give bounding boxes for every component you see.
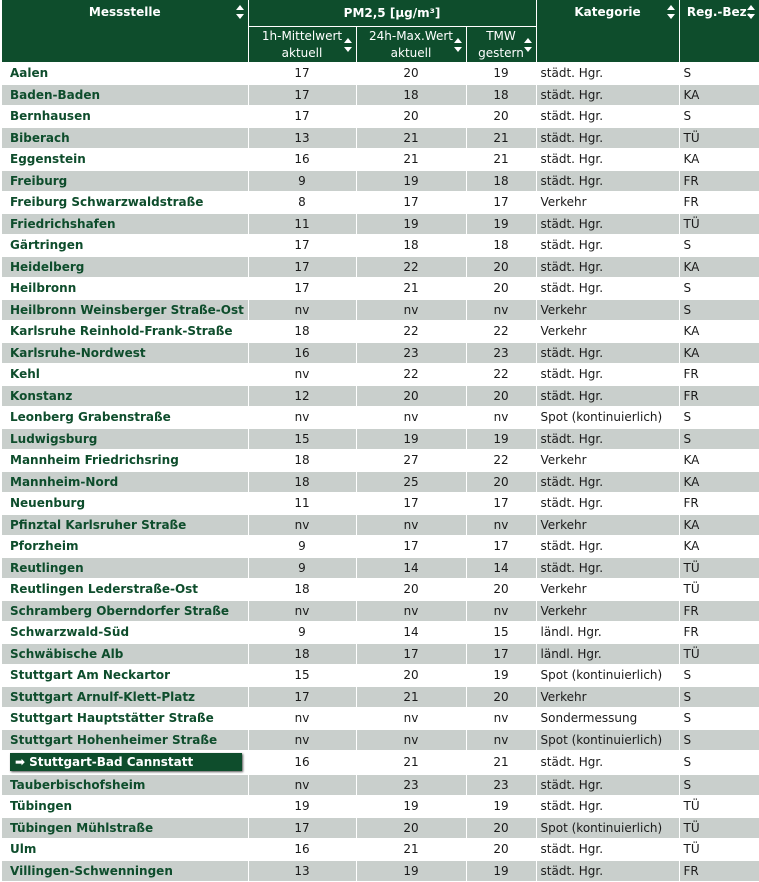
value-24h-max: 17 (356, 536, 466, 558)
table-row (2, 106, 759, 128)
value-tmw: 19 (466, 796, 536, 818)
table-row (2, 557, 759, 579)
table-row (2, 579, 759, 601)
value-24h-max: 18 (356, 84, 466, 106)
table-row (2, 149, 759, 171)
region: TÜ (679, 579, 759, 601)
region: S (679, 708, 759, 730)
station-name[interactable]: Schramberg Oberndorfer Straße (2, 600, 248, 622)
station-name[interactable]: Leonberg Grabenstraße (2, 407, 248, 429)
table-row (2, 299, 759, 321)
value-24h-max: 17 (356, 493, 466, 515)
table-row (2, 84, 759, 106)
value-24h-max: 22 (356, 256, 466, 278)
table-row (2, 364, 759, 386)
table-row (2, 514, 759, 536)
sort-icon[interactable] (236, 5, 244, 19)
value-1h: 18 (248, 579, 356, 601)
value-1h: nv (248, 514, 356, 536)
station-name[interactable]: Pfinztal Karlsruher Straße (2, 514, 248, 536)
station-name[interactable]: Aalen (2, 63, 248, 85)
station-name[interactable]: Karlsruhe-Nordwest (2, 342, 248, 364)
value-24h-max: 19 (356, 796, 466, 818)
region: S (679, 665, 759, 687)
station-name[interactable]: Schwäbische Alb (2, 643, 248, 665)
station-name[interactable]: Villingen-Schwenningen (2, 860, 248, 882)
region: TÜ (679, 796, 759, 818)
value-24h-max: 14 (356, 622, 466, 644)
value-1h: 11 (248, 493, 356, 515)
region: S (679, 278, 759, 300)
value-24h-max: 21 (356, 278, 466, 300)
category: städt. Hgr. (536, 860, 679, 882)
category: städt. Hgr. (536, 751, 679, 775)
station-name[interactable]: Schwarzwald-Süd (2, 622, 248, 644)
table-row (2, 213, 759, 235)
value-24h-max: 23 (356, 342, 466, 364)
value-24h-max: 20 (356, 385, 466, 407)
table-row (2, 342, 759, 364)
category: städt. Hgr. (536, 342, 679, 364)
region: TÜ (679, 817, 759, 839)
category: Sondermessung (536, 708, 679, 730)
value-1h: 17 (248, 84, 356, 106)
table-row (2, 665, 759, 687)
region: KA (679, 321, 759, 343)
value-tmw: nv (466, 729, 536, 751)
value-24h-max: 25 (356, 471, 466, 493)
table-row (2, 450, 759, 472)
value-24h-max: 19 (356, 428, 466, 450)
region: KA (679, 342, 759, 364)
station-name[interactable]: Mannheim Friedrichsring (2, 450, 248, 472)
value-24h-max: 23 (356, 774, 466, 796)
value-24h-max: 21 (356, 149, 466, 171)
category: Verkehr (536, 686, 679, 708)
category: Spot (kontinuierlich) (536, 729, 679, 751)
value-24h-max: nv (356, 729, 466, 751)
station-name[interactable]: Gärtringen (2, 235, 248, 257)
value-24h-max: nv (356, 407, 466, 429)
value-tmw: 23 (466, 774, 536, 796)
value-tmw: 22 (466, 450, 536, 472)
category: städt. Hgr. (536, 428, 679, 450)
value-24h-max: nv (356, 708, 466, 730)
value-24h-max: 19 (356, 860, 466, 882)
region: KA (679, 149, 759, 171)
value-24h-max: 19 (356, 213, 466, 235)
value-24h-max: 17 (356, 643, 466, 665)
sort-icon[interactable] (344, 38, 352, 52)
station-name[interactable]: Tübingen Mühlstraße (2, 817, 248, 839)
category: städt. Hgr. (536, 256, 679, 278)
value-1h: 16 (248, 751, 356, 775)
value-tmw: 20 (466, 686, 536, 708)
value-tmw: 21 (466, 751, 536, 775)
sort-icon[interactable] (524, 38, 532, 52)
category: ländl. Hgr. (536, 622, 679, 644)
table-row (2, 256, 759, 278)
value-tmw: 17 (466, 493, 536, 515)
value-1h: 18 (248, 321, 356, 343)
value-24h-max: 17 (356, 192, 466, 214)
value-tmw: 15 (466, 622, 536, 644)
category: städt. Hgr. (536, 63, 679, 85)
station-name[interactable]: Pforzheim (2, 536, 248, 558)
value-1h: 17 (248, 63, 356, 85)
region: KA (679, 471, 759, 493)
table-row (2, 686, 759, 708)
selected-station[interactable] (10, 753, 242, 771)
region: S (679, 774, 759, 796)
value-tmw: 18 (466, 84, 536, 106)
value-1h: 15 (248, 428, 356, 450)
value-1h: 17 (248, 686, 356, 708)
region: S (679, 299, 759, 321)
header-regbez[interactable]: Reg.-Bez. (679, 0, 759, 63)
table-row (2, 321, 759, 343)
station-name[interactable]: Reutlingen Lederstraße-Ost (2, 579, 248, 601)
value-24h-max: 21 (356, 839, 466, 861)
value-24h-max: 20 (356, 106, 466, 128)
value-1h: 15 (248, 665, 356, 687)
category: städt. Hgr. (536, 106, 679, 128)
region: S (679, 407, 759, 429)
table-row (2, 774, 759, 796)
station-name[interactable]: Tauberbischofsheim (2, 774, 248, 796)
value-tmw: 18 (466, 170, 536, 192)
table-body (2, 63, 759, 882)
category: städt. Hgr. (536, 493, 679, 515)
station-name[interactable]: Bernhausen (2, 106, 248, 128)
table-row (2, 796, 759, 818)
value-1h: nv (248, 299, 356, 321)
table-row (2, 493, 759, 515)
category: ländl. Hgr. (536, 643, 679, 665)
value-1h: 17 (248, 278, 356, 300)
value-1h: 9 (248, 622, 356, 644)
value-24h-max: 19 (356, 170, 466, 192)
value-1h: 18 (248, 471, 356, 493)
station-name[interactable]: Heidelberg (2, 256, 248, 278)
value-tmw: 20 (466, 106, 536, 128)
table-row (2, 600, 759, 622)
value-24h-max: 18 (356, 235, 466, 257)
value-tmw: 19 (466, 63, 536, 85)
category: Verkehr (536, 192, 679, 214)
region: KA (679, 256, 759, 278)
value-tmw: 17 (466, 643, 536, 665)
table-row (2, 751, 759, 775)
station-name[interactable]: Biberach (2, 127, 248, 149)
category: städt. Hgr. (536, 385, 679, 407)
value-tmw: nv (466, 514, 536, 536)
value-tmw: 20 (466, 471, 536, 493)
value-24h-max: 21 (356, 686, 466, 708)
value-24h-max: 20 (356, 817, 466, 839)
value-tmw: 19 (466, 860, 536, 882)
header-pm-group: PM2,5 [µg/m³] (248, 0, 536, 27)
value-tmw: 17 (466, 536, 536, 558)
value-1h: nv (248, 407, 356, 429)
value-1h: 11 (248, 213, 356, 235)
region: FR (679, 600, 759, 622)
region: TÜ (679, 127, 759, 149)
table-row (2, 817, 759, 839)
value-tmw: 17 (466, 192, 536, 214)
value-1h: nv (248, 729, 356, 751)
value-1h: 17 (248, 106, 356, 128)
value-24h-max: 27 (356, 450, 466, 472)
value-24h-max: 22 (356, 364, 466, 386)
category: städt. Hgr. (536, 796, 679, 818)
value-tmw: 20 (466, 385, 536, 407)
category: städt. Hgr. (536, 170, 679, 192)
region: FR (679, 192, 759, 214)
value-24h-max: 20 (356, 579, 466, 601)
value-tmw: 19 (466, 213, 536, 235)
category: Verkehr (536, 600, 679, 622)
value-tmw: nv (466, 299, 536, 321)
table-row (2, 170, 759, 192)
value-1h: nv (248, 774, 356, 796)
value-tmw: nv (466, 600, 536, 622)
value-1h: 9 (248, 557, 356, 579)
table-row (2, 860, 759, 882)
value-tmw: 20 (466, 817, 536, 839)
table-row (2, 192, 759, 214)
value-1h: nv (248, 364, 356, 386)
region: S (679, 428, 759, 450)
value-1h: nv (248, 708, 356, 730)
station-name[interactable]: Karlsruhe Reinhold-Frank-Straße (2, 321, 248, 343)
category: Verkehr (536, 299, 679, 321)
value-1h: nv (248, 600, 356, 622)
region: FR (679, 170, 759, 192)
region: S (679, 686, 759, 708)
category: städt. Hgr. (536, 278, 679, 300)
table-row (2, 839, 759, 861)
station-name[interactable]: Stuttgart Am Neckartor (2, 665, 248, 687)
value-tmw: 18 (466, 235, 536, 257)
value-tmw: 20 (466, 579, 536, 601)
value-1h: 18 (248, 450, 356, 472)
header-messstelle[interactable]: Messstelle (2, 0, 248, 63)
value-tmw: 20 (466, 256, 536, 278)
value-tmw: 23 (466, 342, 536, 364)
station-name[interactable]: Stuttgart Hauptstätter Straße (2, 708, 248, 730)
value-tmw: 19 (466, 665, 536, 687)
value-tmw: 21 (466, 149, 536, 171)
header-tmw-gestern[interactable]: TMW gestern (466, 27, 536, 63)
value-tmw: 22 (466, 364, 536, 386)
category: städt. Hgr. (536, 235, 679, 257)
value-24h-max: nv (356, 600, 466, 622)
station-name[interactable]: Ulm (2, 839, 248, 861)
region: FR (679, 385, 759, 407)
table-row (2, 428, 759, 450)
value-24h-max: nv (356, 514, 466, 536)
region: KA (679, 450, 759, 472)
station-name[interactable]: Eggenstein (2, 149, 248, 171)
value-1h: 17 (248, 235, 356, 257)
value-24h-max: 20 (356, 63, 466, 85)
region: KA (679, 84, 759, 106)
table-row (2, 643, 759, 665)
region: FR (679, 364, 759, 386)
value-1h: 17 (248, 256, 356, 278)
value-1h: 16 (248, 839, 356, 861)
sort-icon[interactable] (667, 5, 675, 19)
station-name[interactable]: Stuttgart Hohenheimer Straße (2, 729, 248, 751)
value-tmw: 14 (466, 557, 536, 579)
station-name[interactable]: Heilbronn (2, 278, 248, 300)
category: städt. Hgr. (536, 364, 679, 386)
value-tmw: 20 (466, 278, 536, 300)
value-1h: 8 (248, 192, 356, 214)
value-1h: 13 (248, 860, 356, 882)
category: städt. Hgr. (536, 213, 679, 235)
region: S (679, 751, 759, 775)
station-name[interactable]: Kehl (2, 364, 248, 386)
region: KA (679, 536, 759, 558)
station-name[interactable]: Freiburg Schwarzwaldstraße (2, 192, 248, 214)
region: S (679, 106, 759, 128)
region: TÜ (679, 839, 759, 861)
value-1h: 12 (248, 385, 356, 407)
table-row (2, 235, 759, 257)
sort-icon[interactable] (747, 5, 755, 19)
station-name[interactable]: Konstanz (2, 385, 248, 407)
category: städt. Hgr. (536, 127, 679, 149)
region: S (679, 63, 759, 85)
station-name[interactable] (2, 751, 248, 775)
station-name[interactable]: Stuttgart Arnulf-Klett-Platz (2, 686, 248, 708)
value-24h-max: 22 (356, 321, 466, 343)
arrow-right-icon: ➡ (15, 755, 26, 770)
value-24h-max: nv (356, 299, 466, 321)
region: TÜ (679, 213, 759, 235)
region: FR (679, 860, 759, 882)
header-1h-mittelwert[interactable]: 1h-Mittelwert aktuell (248, 27, 356, 63)
table-row (2, 536, 759, 558)
table-row (2, 708, 759, 730)
station-name-label: Stuttgart-Bad Cannstatt (29, 755, 194, 770)
table-row (2, 407, 759, 429)
region: S (679, 235, 759, 257)
sort-icon[interactable] (454, 38, 462, 52)
table-row (2, 278, 759, 300)
value-tmw: 19 (466, 428, 536, 450)
value-1h: 13 (248, 127, 356, 149)
value-tmw: nv (466, 407, 536, 429)
region: S (679, 729, 759, 751)
category: Verkehr (536, 514, 679, 536)
category: städt. Hgr. (536, 84, 679, 106)
value-1h: 16 (248, 149, 356, 171)
category: städt. Hgr. (536, 471, 679, 493)
header-24h-max[interactable]: 24h-Max.Wert aktuell (356, 27, 466, 63)
station-name[interactable]: Neuenburg (2, 493, 248, 515)
value-tmw: 21 (466, 127, 536, 149)
value-24h-max: 20 (356, 665, 466, 687)
table-row (2, 63, 759, 85)
category: Verkehr (536, 450, 679, 472)
value-24h-max: 21 (356, 127, 466, 149)
value-1h: 9 (248, 536, 356, 558)
table-row (2, 471, 759, 493)
pm25-table (2, 0, 759, 882)
category: städt. Hgr. (536, 149, 679, 171)
station-name[interactable]: Ludwigsburg (2, 428, 248, 450)
category: Spot (kontinuierlich) (536, 407, 679, 429)
region: FR (679, 622, 759, 644)
region: TÜ (679, 643, 759, 665)
value-1h: 19 (248, 796, 356, 818)
region: TÜ (679, 557, 759, 579)
station-name[interactable]: Tübingen (2, 796, 248, 818)
category: städt. Hgr. (536, 557, 679, 579)
value-1h: 18 (248, 643, 356, 665)
station-name[interactable]: Friedrichshafen (2, 213, 248, 235)
region: FR (679, 493, 759, 515)
value-1h: 9 (248, 170, 356, 192)
category: Verkehr (536, 321, 679, 343)
table-row (2, 622, 759, 644)
category: städt. Hgr. (536, 774, 679, 796)
station-name[interactable]: Heilbronn Weinsberger Straße-Ost (2, 299, 248, 321)
station-name[interactable]: Reutlingen (2, 557, 248, 579)
category: Verkehr (536, 579, 679, 601)
value-tmw: 20 (466, 839, 536, 861)
table-row (2, 729, 759, 751)
table-row (2, 385, 759, 407)
value-1h: 16 (248, 342, 356, 364)
value-tmw: nv (466, 708, 536, 730)
value-24h-max: 14 (356, 557, 466, 579)
value-1h: 17 (248, 817, 356, 839)
station-name[interactable]: Mannheim-Nord (2, 471, 248, 493)
value-24h-max: 21 (356, 751, 466, 775)
category: Spot (kontinuierlich) (536, 665, 679, 687)
station-name[interactable]: Baden-Baden (2, 84, 248, 106)
category: städt. Hgr. (536, 536, 679, 558)
station-name[interactable]: Freiburg (2, 170, 248, 192)
table-row (2, 127, 759, 149)
category: städt. Hgr. (536, 839, 679, 861)
region: KA (679, 514, 759, 536)
header-kategorie[interactable]: Kategorie (536, 0, 679, 63)
value-tmw: 22 (466, 321, 536, 343)
category: Spot (kontinuierlich) (536, 817, 679, 839)
